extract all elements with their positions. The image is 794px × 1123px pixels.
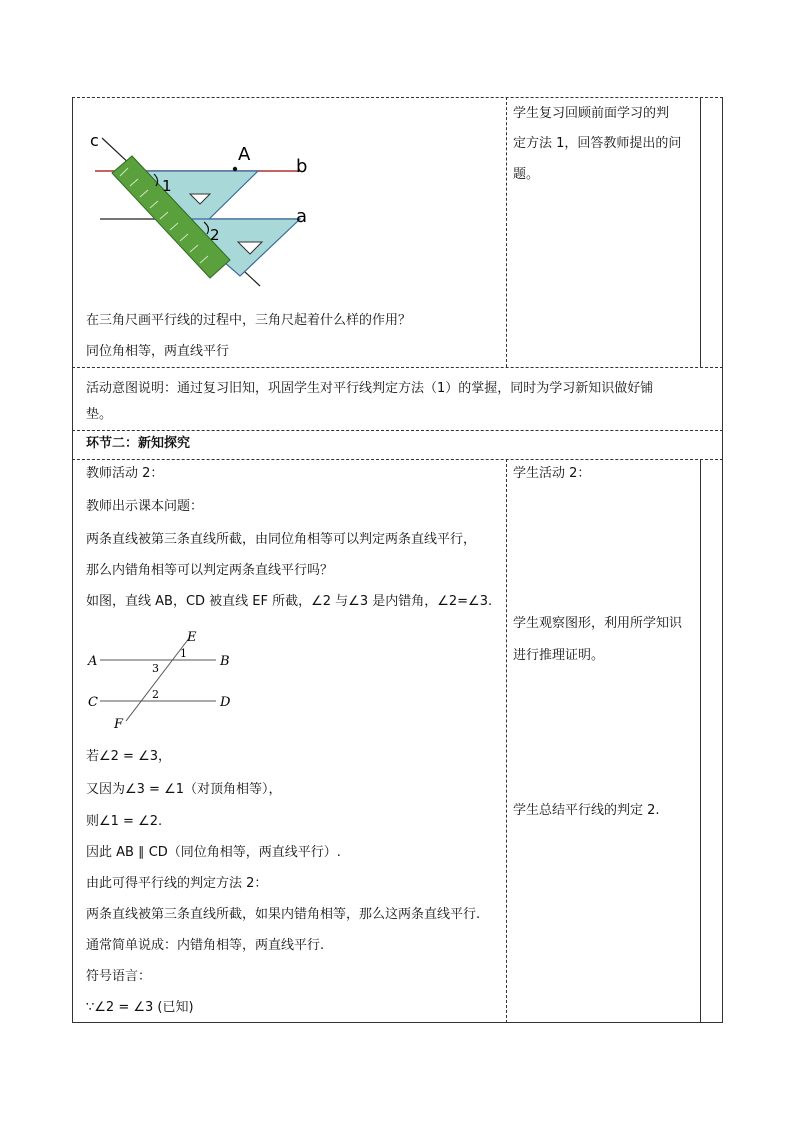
proof-line: 两条直线被第三条直线所截，如果内错角相等，那么这两条直线平行. <box>86 907 481 922</box>
label-A: A <box>88 654 98 669</box>
teacher-line: 教师出示课本问题： <box>86 499 204 514</box>
intent-line: 垫。 <box>86 407 113 422</box>
column-divider <box>700 97 701 367</box>
transversal-figure <box>84 625 244 733</box>
row-divider <box>72 459 723 460</box>
column-divider <box>506 459 507 1023</box>
label-F: F <box>114 717 124 732</box>
label-angle-2: 2 <box>152 688 159 701</box>
figure-question: 在三角尺画平行线的过程中，三角尺起着什么样的作用？ <box>86 313 412 328</box>
label-c: c <box>90 131 99 150</box>
label-2: 2 <box>210 226 220 244</box>
label-angle-3: 3 <box>152 662 159 675</box>
student-activity-title: 学生活动 2： <box>513 466 591 481</box>
label-B: B <box>220 654 230 669</box>
label-D: D <box>220 695 231 710</box>
label-C: C <box>88 695 98 710</box>
row-divider <box>72 367 723 368</box>
student-review-line: 学生复习回顾前面学习的判 <box>513 106 670 121</box>
proof-line: 因此 AB ∥ CD（同位角相等，两直线平行）. <box>86 845 341 860</box>
label-E: E <box>187 630 197 645</box>
column-divider <box>506 97 507 367</box>
teacher-line: 教师活动 2： <box>86 466 164 481</box>
label-A: A <box>238 144 251 165</box>
student-observe-line: 学生观察图形，利用所学知识 <box>513 616 683 631</box>
proof-line: 若∠2 = ∠3， <box>86 749 172 764</box>
teacher-line: 如图，直线 AB，CD 被直线 EF 所截，∠2 与∠3 是内错角，∠2=∠3. <box>86 594 493 609</box>
teacher-line: 那么内错角相等可以判定两条直线平行吗？ <box>86 563 334 578</box>
label-1: 1 <box>162 177 172 195</box>
table-top-border <box>72 97 723 98</box>
point-A <box>233 167 237 171</box>
proof-line: 又因为∠3 = ∠1（对顶角相等）， <box>86 782 282 797</box>
column-divider <box>700 459 701 1023</box>
student-summary: 学生总结平行线的判定 2. <box>513 803 660 818</box>
figure-answer: 同位角相等，两直线平行 <box>86 344 230 359</box>
proof-line: ∵∠2 = ∠3 (已知) <box>86 1000 194 1015</box>
section-title: 环节二：新知探究 <box>86 436 191 451</box>
proof-line: 由此可得平行线的判定方法 2： <box>86 876 268 891</box>
proof-line: 符号语言： <box>86 969 152 984</box>
student-review-line: 题。 <box>513 167 540 182</box>
student-observe-line: 进行推理证明。 <box>513 648 605 663</box>
teacher-line: 两条直线被第三条直线所截，由同位角相等可以判定两条直线平行， <box>86 532 477 547</box>
label-a: a <box>296 206 308 227</box>
label-b: b <box>296 156 308 177</box>
student-review-line: 定方法 1，回答教师提出的问 <box>513 136 682 151</box>
row-divider <box>72 430 723 431</box>
intent-line: 活动意图说明：通过复习旧知，巩固学生对平行线判定方法（1）的掌握，同时为学习新知识做好铺 <box>86 381 654 396</box>
set-square-figure <box>80 128 320 288</box>
label-angle-1: 1 <box>180 647 187 660</box>
proof-line: 则∠1 = ∠2. <box>86 814 163 829</box>
proof-line: 通常简单说成：内错角相等，两直线平行. <box>86 938 325 953</box>
